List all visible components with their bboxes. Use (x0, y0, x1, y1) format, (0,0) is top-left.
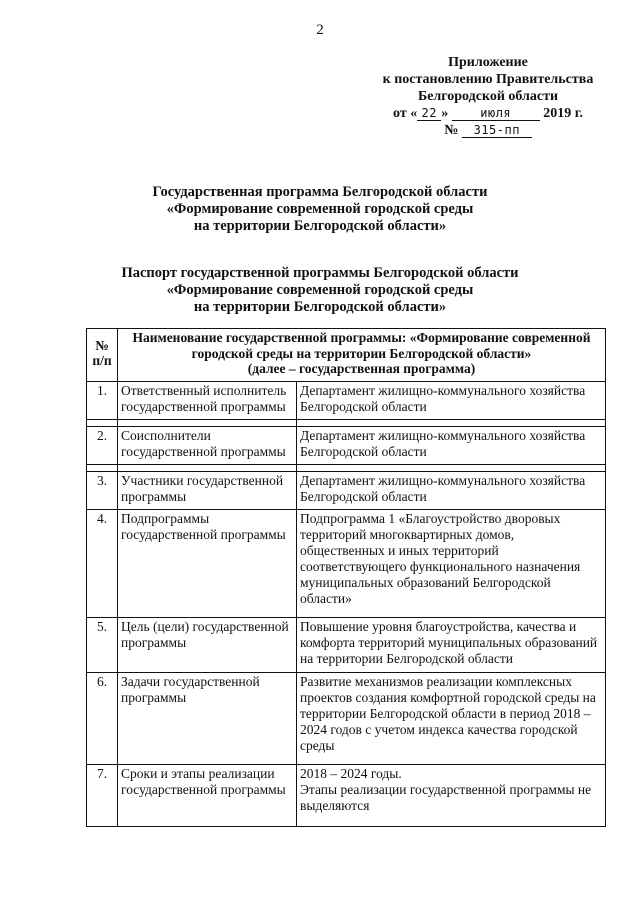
program-title (0, 184, 640, 235)
row-name: Ответственный исполнитель государственной программы (118, 381, 297, 419)
row-name: Подпрограммы государственной программы (118, 509, 297, 617)
row-num: 4. (87, 509, 118, 617)
appendix-block (358, 54, 618, 139)
passport-table (86, 328, 606, 827)
header-text-1: Наименование государственной программы: «Формирование современной городской среды на территории Белгородской области» (132, 330, 591, 361)
row-value: Подпрограмма 1 «Благоустройство дворовых территорий многоквартирных домов, общественных и иных территорий соответствующего функционального назначения муниципальных образований Белгородской области» (297, 509, 606, 617)
passport-title-line-3: на территории Белгородской области» (193, 299, 447, 315)
table-row (87, 509, 606, 617)
row-name: Соисполнители государственной программы (118, 426, 297, 464)
program-title-line-3: на территории Белгородской области» (193, 218, 447, 234)
date-prefix: от « (393, 106, 418, 121)
date-year: 2019 г. (543, 106, 583, 121)
appendix-line-1: Приложение (448, 55, 528, 70)
header-text-2: (далее – государственная программа) (247, 361, 476, 376)
passport-title-line-2: «Формирование современной городской среды (166, 282, 474, 298)
appendix-number-line (358, 122, 618, 139)
page-number: 2 (316, 22, 324, 38)
row-gap (87, 464, 606, 471)
program-title-line-2: «Формирование современной городской среды (166, 201, 474, 217)
row-num: 6. (87, 672, 118, 764)
number-prefix: № (444, 123, 459, 138)
row-name: Сроки и этапы реализации государственной программы (118, 764, 297, 826)
row-name: Цель (цели) государственной программы (118, 617, 297, 672)
appendix-line-2: к постановлению Правительства (382, 72, 594, 87)
appendix-line-3: Белгородской области (417, 89, 559, 104)
table-row (87, 426, 606, 464)
row-name: Участники государственной программы (118, 471, 297, 509)
row-num: 1. (87, 381, 118, 419)
passport-title (0, 265, 640, 316)
header-num-cell: № п/п (87, 329, 118, 382)
date-day: 22 (417, 106, 441, 121)
table-row (87, 617, 606, 672)
row-name: Задачи государственной программы (118, 672, 297, 764)
table-row (87, 672, 606, 764)
table-row (87, 471, 606, 509)
row-value-line-1: 2018 – 2024 годы. (300, 765, 402, 781)
table-row (87, 381, 606, 419)
table-header-row (87, 329, 606, 382)
number-value: 315-пп (462, 123, 532, 138)
row-gap (87, 419, 606, 426)
appendix-date-line (358, 105, 618, 122)
date-mid: » (441, 106, 449, 121)
program-title-line-1: Государственная программа Белгородской области (152, 184, 488, 200)
row-num: 7. (87, 764, 118, 826)
row-value-line-2: Этапы реализации государственной программы не выделяются (300, 781, 592, 813)
row-value: Повышение уровня благоустройства, качества и комфорта территорий муниципальных образований на территории Белгородской области (297, 617, 606, 672)
date-month: июля (452, 106, 540, 121)
row-value: Развитие механизмов реализации комплексных проектов создания комфортной городской среды на территории Белгородской области в период 2018 – 2024 годов с учетом индекса качества городской среды (297, 672, 606, 764)
row-num: 2. (87, 426, 118, 464)
header-text-cell (118, 329, 606, 382)
passport-title-line-1: Паспорт государственной программы Белгородской области (121, 265, 519, 281)
row-value: Департамент жилищно-коммунального хозяйства Белгородской области (297, 426, 606, 464)
row-value (297, 764, 606, 826)
row-num: 5. (87, 617, 118, 672)
row-value: Департамент жилищно-коммунального хозяйства Белгородской области (297, 381, 606, 419)
row-num: 3. (87, 471, 118, 509)
table-row (87, 764, 606, 826)
row-value: Департамент жилищно-коммунального хозяйства Белгородской области (297, 471, 606, 509)
